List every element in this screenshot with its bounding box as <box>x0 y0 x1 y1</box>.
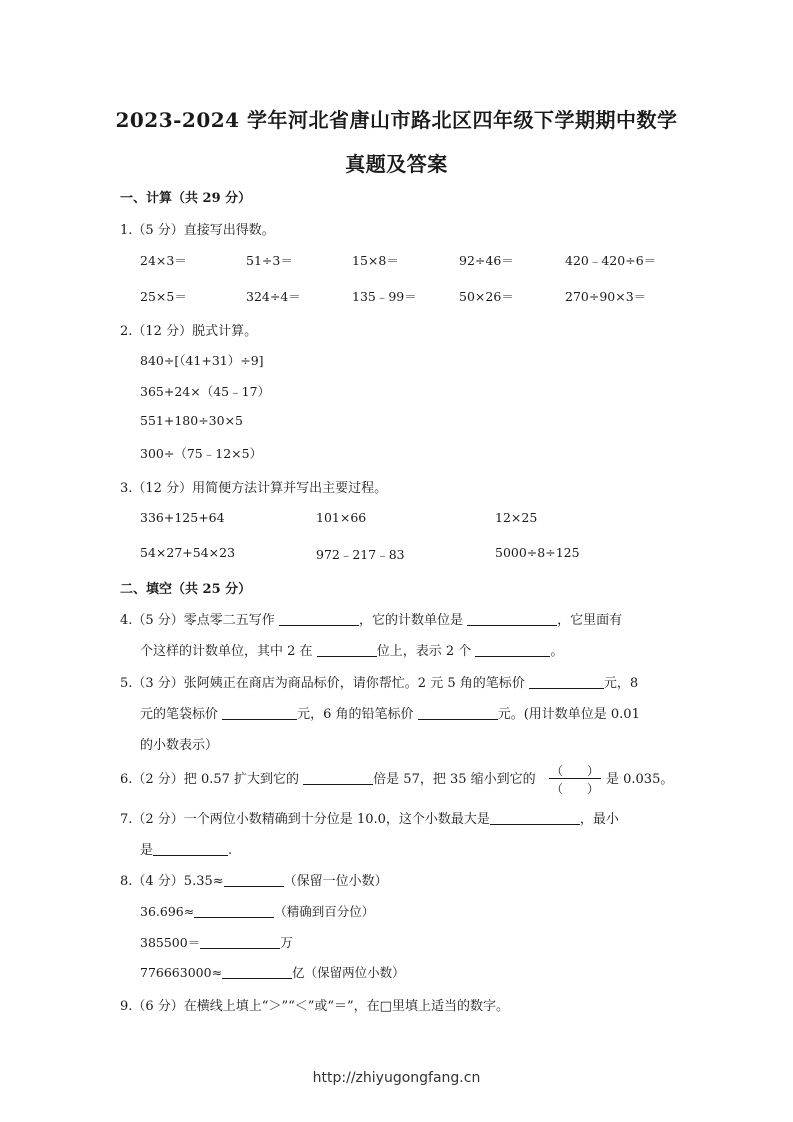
answer-blank[interactable] <box>279 613 359 626</box>
q3-item: 5000÷8÷125 <box>495 545 580 560</box>
q8-text: 776663000≈ <box>140 965 223 980</box>
q1-item: 24×3＝ <box>140 253 187 268</box>
q1-item: 270÷90×3＝ <box>565 289 647 304</box>
q4-line1 <box>120 609 622 628</box>
q8-line1 <box>120 870 388 889</box>
q4-text: 位上，表示 2 个 <box>376 644 472 659</box>
q3-item: 12×25 <box>495 510 538 525</box>
page-title-line2: 真题及答案 <box>345 152 448 176</box>
q2-item: 300÷（75﹣12×5） <box>140 446 263 461</box>
q1-item: 15×8＝ <box>352 253 399 268</box>
q4-text: ，它里面有 <box>557 613 623 628</box>
answer-blank[interactable] <box>475 644 550 657</box>
q7-text: . <box>228 843 233 858</box>
q5-text: 元，6 角的铅笔标价 <box>297 707 414 722</box>
q1-item: 51÷3＝ <box>246 253 293 268</box>
q3-item: 54×27+54×23 <box>140 545 236 560</box>
answer-blank[interactable] <box>153 843 228 856</box>
q1-item: 135﹣99＝ <box>352 289 417 304</box>
q3-item: 336+125+64 <box>140 510 225 525</box>
q8-line3 <box>140 933 293 951</box>
q7-text: 7.（2 分）一个两位小数精确到十分位是 10.0，这个小数最大是 <box>120 812 490 827</box>
answer-blank[interactable] <box>529 676 604 689</box>
q5-text: 元，8 <box>603 676 639 691</box>
q1-label: 1.（5 分）直接写出得数。 <box>120 223 275 238</box>
q6-text: 倍是 57，把 35 缩小到它的 <box>373 772 536 787</box>
fraction-numerator: （ ） <box>550 764 599 778</box>
fraction-blank[interactable] <box>549 762 601 796</box>
q3-label: 3.（12 分）用简便方法计算并写出主要过程。 <box>120 481 388 496</box>
q5-text: 元的笔袋标价 <box>140 707 219 722</box>
q8-text: 385500＝ <box>140 935 201 950</box>
q4-text: ，它的计数单位是 <box>358 613 463 628</box>
q2-label: 2.（12 分）脱式计算。 <box>120 324 258 339</box>
q5-line3: 的小数表示） <box>140 738 219 753</box>
q8-text: 万 <box>280 935 293 950</box>
q7-line2 <box>140 839 232 858</box>
q8-text: 36.696≈ <box>140 904 195 919</box>
q2-item: 840÷[（41+31）÷9] <box>140 353 264 368</box>
footer-url: http://zhiyugongfang.cn <box>312 1070 481 1086</box>
q9-label: 9.（6 分）在横线上填上“＞”“＜”或“＝”，在□里填上适当的数字。 <box>120 999 509 1014</box>
q2-item: 551+180÷30×5 <box>140 413 243 428</box>
q5-line2 <box>140 703 640 722</box>
answer-blank[interactable] <box>224 874 284 887</box>
q6-line <box>120 768 536 787</box>
q6-text: 是 0.035。 <box>606 772 674 787</box>
q8-text: （精确到百分位） <box>274 904 375 919</box>
q2-item: 365+24×（45﹣17） <box>140 384 271 399</box>
q3-item: 101×66 <box>316 510 367 525</box>
fraction-denominator: （ ） <box>550 782 599 796</box>
fraction-bar <box>549 778 601 779</box>
answer-blank[interactable] <box>490 812 580 825</box>
q8-line2 <box>140 902 374 920</box>
q5-text: 5.（3 分）张阿姨正在商店为商品标价，请你帮忙。2 元 5 角的笔标价 <box>120 676 525 691</box>
q1-item: 420﹣420÷6＝ <box>565 253 657 268</box>
q7-text: 是 <box>140 843 154 858</box>
answer-blank[interactable] <box>467 613 557 626</box>
q7-line1 <box>120 808 619 827</box>
q4-text: 4.（5 分）零点零二五写作 <box>120 613 275 628</box>
q5-text: 元。(用计数单位是 0.01 <box>497 707 640 722</box>
q5-line1 <box>120 672 638 691</box>
answer-blank[interactable] <box>194 905 274 918</box>
q1-item: 92÷46＝ <box>459 253 514 268</box>
q7-text: ，最小 <box>579 812 619 827</box>
q4-text: 个这样的计数单位，其中 2 在 <box>140 644 313 659</box>
answer-blank[interactable] <box>222 707 297 720</box>
q1-item: 324÷4＝ <box>246 289 301 304</box>
q1-item: 50×26＝ <box>459 289 514 304</box>
answer-blank[interactable] <box>317 644 377 657</box>
answer-blank[interactable] <box>303 772 373 785</box>
q8-text: 8.（4 分）5.35≈ <box>120 874 224 889</box>
q6-text: 6.（2 分）把 0.57 扩大到它的 <box>120 772 300 787</box>
section1-heading: 一、计算（共 29 分） <box>120 191 252 206</box>
q1-item: 25×5＝ <box>140 289 187 304</box>
page-title-line1: 2023-2024 学年河北省唐山市路北区四年级下学期期中数学 <box>115 108 678 132</box>
answer-blank[interactable] <box>418 707 498 720</box>
q3-item: 972﹣217﹣83 <box>316 547 405 562</box>
q4-line2 <box>140 640 563 659</box>
q4-text: 。 <box>550 644 564 659</box>
q8-text: （保留一位小数） <box>283 874 388 889</box>
q8-line4 <box>140 963 405 981</box>
section2-heading: 二、填空（共 25 分） <box>120 582 252 597</box>
answer-blank[interactable] <box>200 936 280 949</box>
q8-text: 亿（保留两位小数） <box>292 965 405 980</box>
answer-blank[interactable] <box>222 966 292 979</box>
